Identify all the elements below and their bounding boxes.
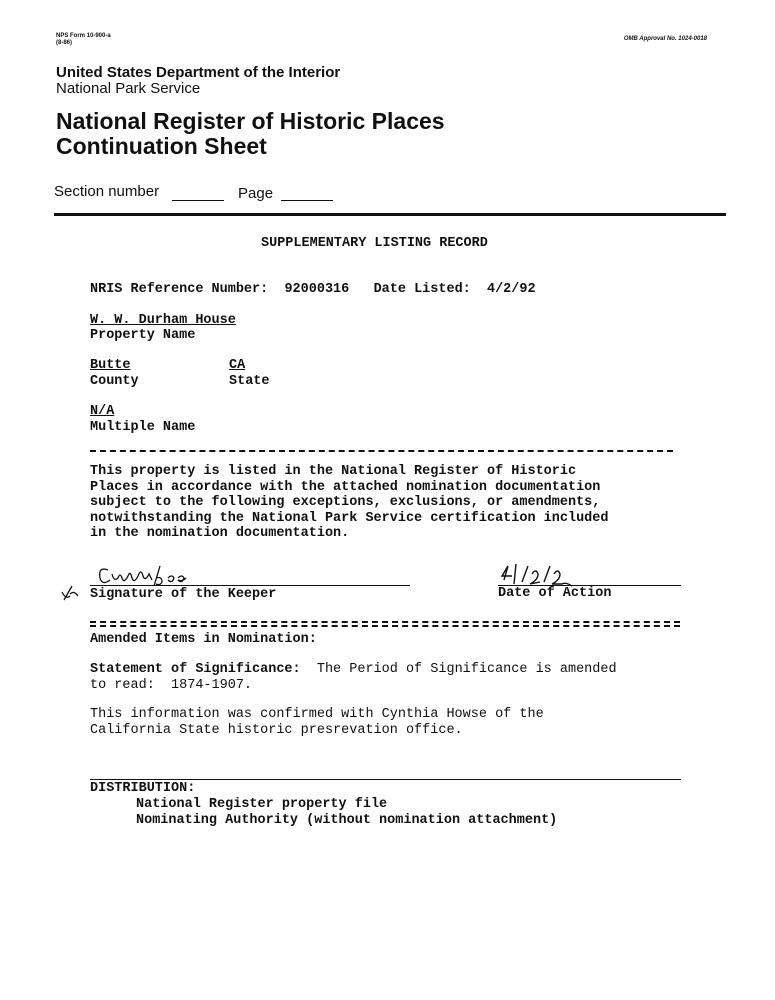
amended-heading: Amended Items in Nomination: xyxy=(90,632,317,647)
page-label: Page xyxy=(238,185,274,202)
signature-label: Signature of the Keeper xyxy=(90,587,277,602)
signature-line xyxy=(90,585,410,586)
dashed-divider xyxy=(90,450,673,452)
header-divider xyxy=(54,213,726,216)
omb-approval: OMB Approval No. 1024-0018 xyxy=(623,36,707,42)
property-name-value: W. W. Durham House xyxy=(90,313,236,328)
property-name-label: Property Name xyxy=(90,328,196,343)
nris-line xyxy=(90,282,536,298)
date-listed-label: Date Listed: xyxy=(373,282,471,297)
state-label: State xyxy=(229,374,270,389)
nris-number: 92000316 xyxy=(284,282,350,297)
county-label: County xyxy=(90,374,139,389)
page-number-field xyxy=(281,200,333,201)
distribution-divider xyxy=(90,779,681,780)
date-listed-value: 4/2/92 xyxy=(486,282,536,297)
page-subtitle: Continuation Sheet xyxy=(56,133,267,159)
nris-label: NRIS Reference Number: xyxy=(90,282,269,297)
confirmation-text: This information was confirmed with Cynthia Howse of the California State historic presrevation office. xyxy=(90,707,544,738)
form-number: NPS Form 10-900-a (8-86) xyxy=(56,33,111,46)
significance-label: Statement of Significance: xyxy=(90,662,301,677)
record-heading: SUPPLEMENTARY LISTING RECORD xyxy=(261,236,488,251)
distribution-item: National Register property file xyxy=(136,797,388,812)
date-of-action-label: Date of Action xyxy=(498,586,612,601)
page-title: National Register of Historic Places xyxy=(56,108,445,134)
significance-text: The Period of Significance is amended to read: 1874-1907. xyxy=(90,662,617,693)
multiple-name-label: Multiple Name xyxy=(90,420,196,435)
distribution-label: DISTRIBUTION: xyxy=(90,781,196,796)
state-value: CA xyxy=(229,358,246,373)
keeper-signature xyxy=(56,556,236,616)
section-number-label: Section number xyxy=(54,183,160,200)
section-number-field xyxy=(172,200,224,201)
department-name: United States Department of the Interior xyxy=(56,64,341,81)
double-divider-bottom xyxy=(90,625,680,627)
distribution-item: Nominating Authority (without nomination attachment) xyxy=(136,813,558,828)
double-divider-top xyxy=(90,621,680,623)
agency-name: National Park Service xyxy=(56,80,201,97)
listing-statement: This property is listed in the National Register of Historic Places in accordance with the attached nomination documentation subject to the following exceptions, exclusions, or amendments, notwithstanding the National Park Service certification included in the nomination documentation. xyxy=(90,464,609,541)
county-value: Butte xyxy=(90,358,131,373)
multiple-name-value: N/A xyxy=(90,404,115,419)
statement-of-significance xyxy=(90,662,617,693)
